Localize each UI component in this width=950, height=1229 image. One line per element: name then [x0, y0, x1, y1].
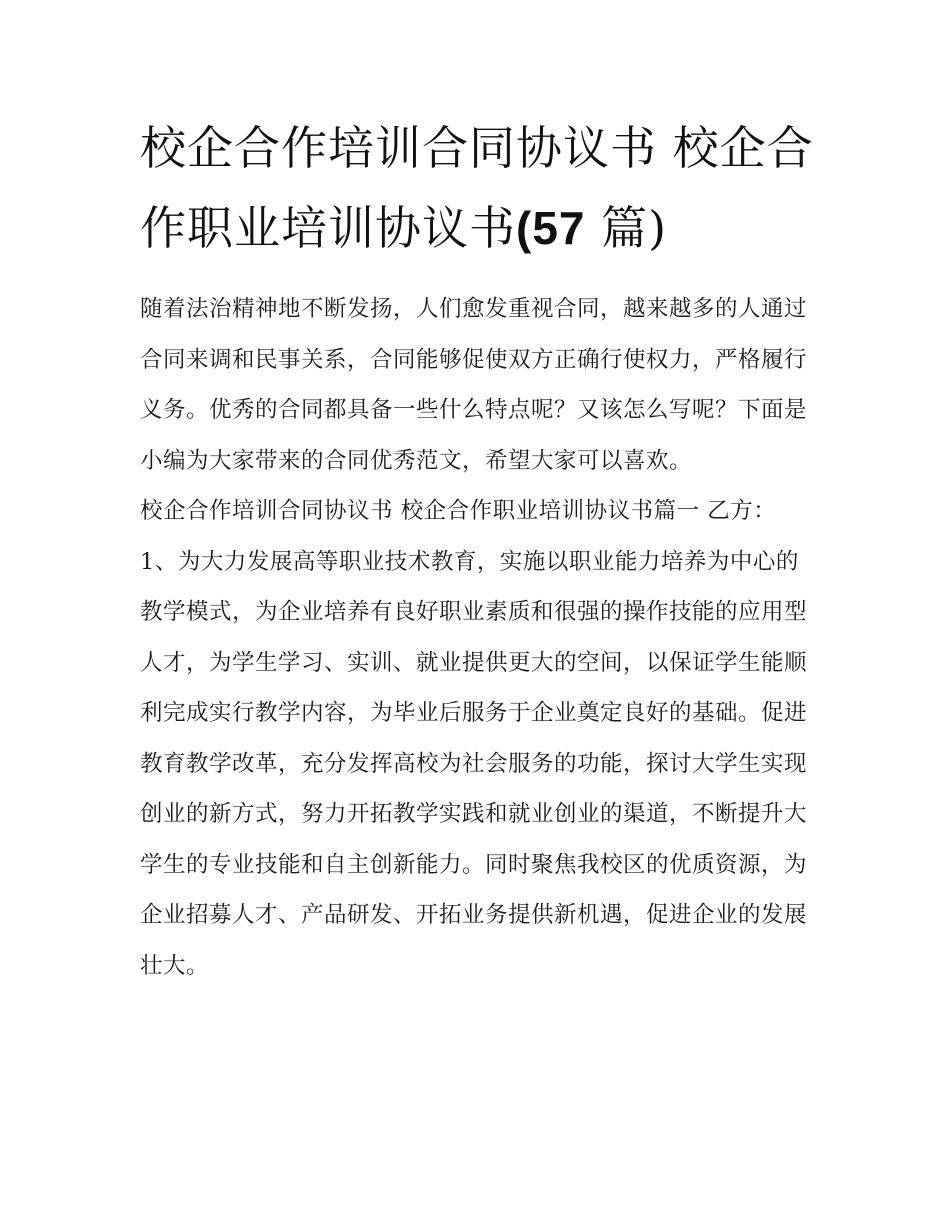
intro-paragraph: 随着法治精神地不断发扬，人们愈发重视合同，越来越多的人通过合同来调和民事关系，合同能够促使双方正确行使权力，严格履行义务。优秀的合同都具备一些什么特点呢？又该怎么写呢？下面是小编为大家带来的合同优秀范文，希望大家可以喜欢。: [140, 296, 808, 474]
section-heading-paragraph: 校企合作培训合同协议书 校企合作职业培训协议书篇一 乙方：: [140, 498, 777, 524]
document-title-count: (57: [516, 202, 586, 254]
document-body: [140, 108, 820, 991]
clause-1-paragraph: 1、为大力发展高等职业技术教育，实施以职业能力培养为中心的教学模式，为企业培养有良好职业素质和很强的操作技能的应用型人才，为学生学习、实训、就业提供更大的空间，以保证学生能顺利完成实行教学内容，为毕业后服务于企业奠定良好的基础。促进教育教学改革，充分发挥高校为社会服务的功能，探讨大学生实现创业的新方式，努力开拓教学实践和就业创业的渠道，不断提升大学生的专业技能和自主创新能力。同时聚焦我校区的优质资源，为企业招募人才、产品研发、开拓业务提供新机遇，促进企业的发展壮大。: [140, 548, 808, 979]
document-title: [140, 108, 820, 268]
document-title-text: 校企合作培训合同协议书 校企合作职业培训协议书: [140, 121, 814, 255]
document-title-suffix: 篇): [585, 201, 668, 255]
